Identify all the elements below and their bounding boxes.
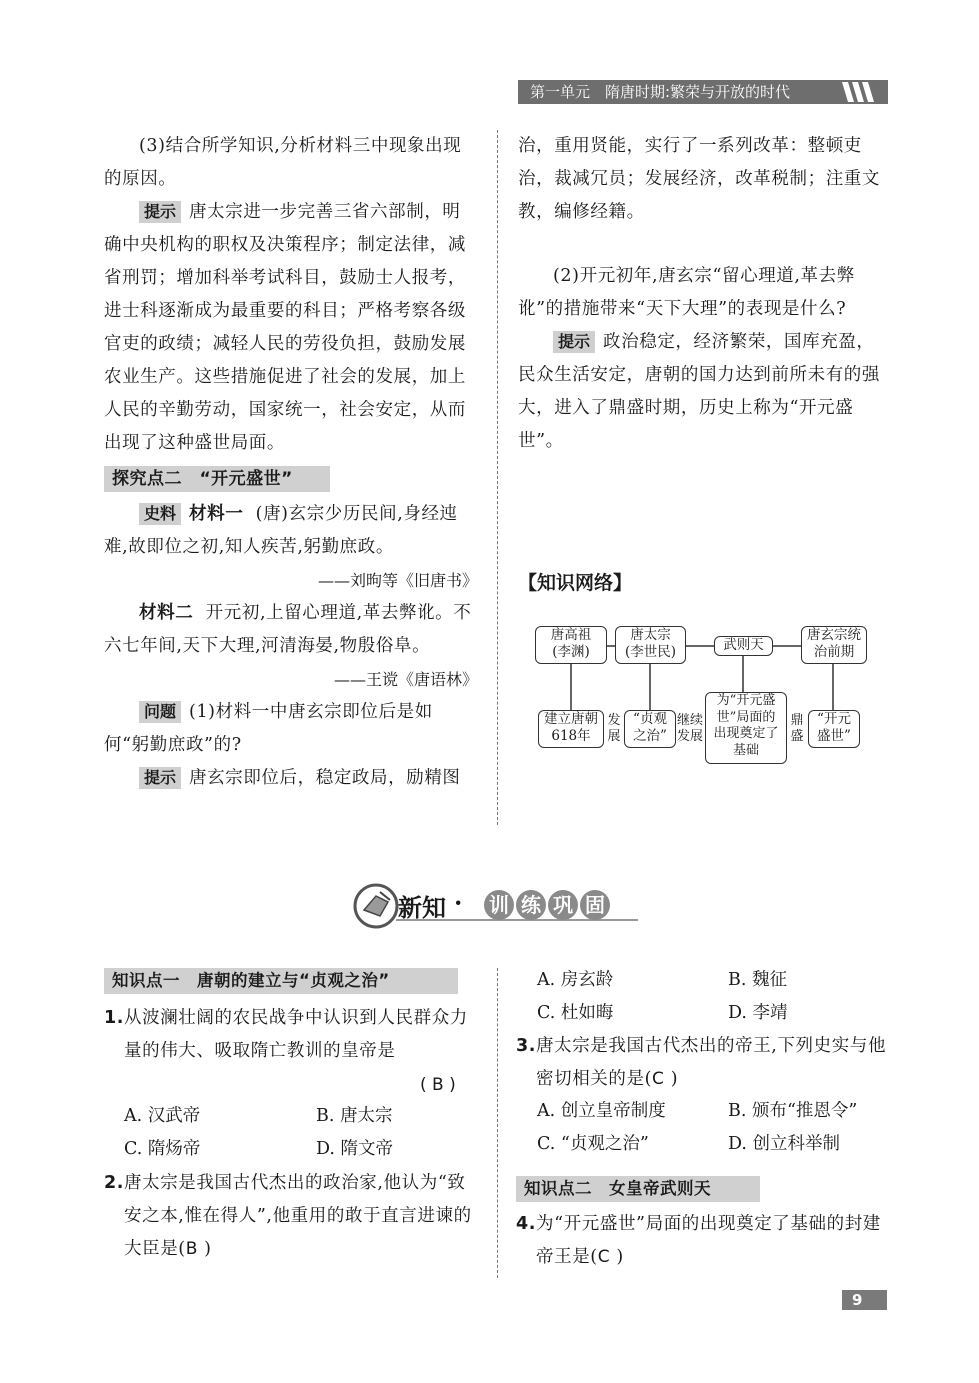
exercise-2-text: 唐太宗是我国古代杰出的政治家,他认为“致安之本,惟在得人”,他重用的敢于直言进谏的大臣是( bbox=[124, 1173, 472, 1259]
question-tag: 问题 bbox=[139, 701, 181, 723]
banner-xinzhi: 新知 bbox=[398, 894, 446, 922]
exercise-3-answer: C bbox=[652, 1069, 665, 1089]
hint-text: 唐太宗进一步完善三省六部制，明确中央机构的职权及决策程序；制定法律，减省刑罚；增加科举考试科目，鼓励士人报考，进士科逐渐成为最重要的科目；严格考察各级官吏的政绩；减轻人民的劳役负担，鼓励发展农业生产。这些措施促进了社会的发展，加上人民的辛勤劳动，国家统一，社会安定，从而出现了这种盛世局面。 bbox=[104, 202, 466, 453]
hint-tag: 提示 bbox=[139, 767, 181, 789]
label-peak: 鼎 盛 bbox=[790, 713, 804, 744]
material-2-label: 材料二 bbox=[139, 603, 194, 623]
exercise-1-text: 从波澜壮阔的农民战争中认识到人民群众力量的伟大、吸取隋亡教训的皇帝是 bbox=[124, 1008, 468, 1061]
page-number: 9 bbox=[852, 1291, 863, 1309]
label-development: 发 展 bbox=[607, 713, 621, 744]
exercise-2-body bbox=[124, 1167, 480, 1266]
node-wu-zetian: 武则天 bbox=[714, 636, 773, 656]
knowledge-network bbox=[535, 624, 875, 769]
exercise-1 bbox=[104, 1002, 480, 1068]
banner-dot: · bbox=[454, 888, 463, 917]
question-2-hint bbox=[518, 326, 888, 458]
right-top-column bbox=[518, 130, 888, 458]
hint-tag: 提示 bbox=[553, 331, 595, 353]
exercise-4-close: ) bbox=[616, 1247, 624, 1267]
left-top-column bbox=[104, 130, 478, 795]
exercise-4-number: 4. bbox=[516, 1214, 537, 1234]
exercise-2-option-a: A. 房玄龄 bbox=[537, 970, 614, 990]
exercise-4 bbox=[516, 1208, 888, 1274]
question-2-hint-text: 政治稳定，经济繁荣，国库充盈，民众生活安定，唐朝的国力达到前所未有的强大，进入了鼎盛时期，历史上称为“开元盛世”。 bbox=[518, 332, 880, 451]
exercise-1-option-c: C. 隋炀帝 bbox=[124, 1139, 201, 1159]
material-1-text: (唐)玄宗少历民间,身经迍难,故即位之初,知人疾苦,躬勤庶政。 bbox=[104, 504, 458, 557]
knowledge-point-1: 知识点一 唐朝的建立与“贞观之治” bbox=[104, 968, 458, 994]
exercise-1-number: 1. bbox=[104, 1008, 125, 1028]
exercise-4-text: 为“开元盛世”局面的出现奠定了基础的封建帝王是( bbox=[536, 1214, 881, 1267]
node-tang-gaozu: 唐高祖 (李渊) bbox=[535, 626, 607, 664]
question-3: (3)结合所学知识,分析材料三中现象出现的原因。 bbox=[104, 136, 462, 189]
exercise-2-option-d: D. 李靖 bbox=[728, 1003, 788, 1023]
node-foundation: 为“开元盛 世”局面的 出现奠定了 基础 bbox=[705, 692, 787, 764]
stripes-decoration-icon bbox=[840, 82, 884, 102]
question-1-text: (1)材料一中唐玄宗即位后是如何“躬勤庶政”的? bbox=[104, 702, 433, 755]
banner-char-4: 固 bbox=[580, 890, 610, 920]
node-tang-xuanzong: 唐玄宗统 治前期 bbox=[801, 626, 867, 664]
section-title-2: 探究点二 “开元盛世” bbox=[104, 466, 330, 492]
banner-char-2: 练 bbox=[516, 890, 546, 920]
column-divider-bottom bbox=[497, 968, 498, 1278]
exercise-2 bbox=[104, 1167, 480, 1266]
column-divider bbox=[497, 130, 498, 825]
node-tang-taizong: 唐太宗 (李世民) bbox=[615, 626, 686, 664]
question-1-hint bbox=[104, 762, 478, 795]
exercise-3 bbox=[516, 1030, 888, 1096]
exercise-3-option-a: A. 创立皇帝制度 bbox=[537, 1101, 666, 1121]
exercise-1-option-a: A. 汉武帝 bbox=[124, 1106, 201, 1126]
unit-title: 第一单元 隋唐时期:繁荣与开放的时代 bbox=[530, 83, 791, 101]
question-2: (2)开元初年,唐玄宗“留心理道,革去弊讹”的措施带来“天下大理”的表现是什么? bbox=[518, 266, 855, 319]
exercise-2-option-c: C. 杜如晦 bbox=[537, 1003, 614, 1023]
material-1-source: ——刘昫等《旧唐书》 bbox=[317, 571, 478, 590]
banner-char-3: 巩 bbox=[548, 890, 578, 920]
knowledge-point-2: 知识点二 女皇帝武则天 bbox=[516, 1176, 760, 1202]
material-1-label: 材料一 bbox=[189, 504, 244, 524]
exercise-3-option-d: D. 创立科举制 bbox=[728, 1134, 841, 1154]
exercise-2-number: 2. bbox=[104, 1173, 125, 1193]
material-2 bbox=[104, 597, 478, 663]
question-1 bbox=[104, 696, 478, 762]
exercise-3-close: ) bbox=[670, 1069, 679, 1089]
hint-tag: 提示 bbox=[139, 201, 181, 223]
exercise-4-answer: C bbox=[597, 1247, 611, 1267]
question-1-hint-text: 唐玄宗即位后，稳定政局，励精图 bbox=[189, 768, 461, 788]
exercise-3-option-c: C. “贞观之治” bbox=[537, 1134, 649, 1154]
node-zhenguan: “贞观 之治” bbox=[624, 710, 676, 748]
material-2-source: ——王谠《唐语林》 bbox=[333, 670, 478, 689]
page-number-box bbox=[842, 1290, 887, 1310]
material-2-text: 开元初,上留心理道,革去弊讹。不六七年间,天下大理,河清海晏,物殷俗阜。 bbox=[104, 603, 472, 656]
exercise-4-body bbox=[536, 1208, 888, 1274]
node-kaiyuan: “开元 盛世” bbox=[808, 710, 860, 748]
exercise-1-option-b: B. 唐太宗 bbox=[316, 1106, 393, 1126]
exercise-1-answer: ( B ) bbox=[420, 1075, 456, 1095]
hint-paragraph bbox=[104, 196, 478, 460]
label-continued-development: 继续 发展 bbox=[676, 713, 703, 744]
question-1-hint-continued: 治，重用贤能，实行了一系列改革：整顿吏治，裁减冗员；发展经济，改革税制；注重文教，编修经籍。 bbox=[518, 136, 880, 222]
exercise-2-answer: B bbox=[185, 1239, 198, 1259]
exercise-3-body bbox=[536, 1030, 888, 1096]
exercise-1-option-d: D. 隋文帝 bbox=[316, 1139, 394, 1159]
exercise-3-number: 3. bbox=[516, 1036, 537, 1056]
exercise-2-close: ) bbox=[204, 1239, 212, 1259]
material-tag: 史料 bbox=[139, 503, 181, 525]
section-banner bbox=[350, 880, 640, 932]
network-title: 【知识网络】 bbox=[518, 572, 633, 594]
material-1 bbox=[104, 498, 478, 564]
exercise-2-option-b: B. 魏征 bbox=[728, 970, 787, 990]
unit-header bbox=[518, 80, 888, 104]
exercise-3-option-b: B. 颁布“推恩令” bbox=[728, 1101, 858, 1121]
exercise-3-text: 唐太宗是我国古代杰出的帝王,下列史实与他密切相关的是( bbox=[536, 1036, 887, 1089]
node-founding-618: 建立唐朝 618年 bbox=[538, 710, 604, 748]
banner-char-1: 训 bbox=[484, 890, 514, 920]
